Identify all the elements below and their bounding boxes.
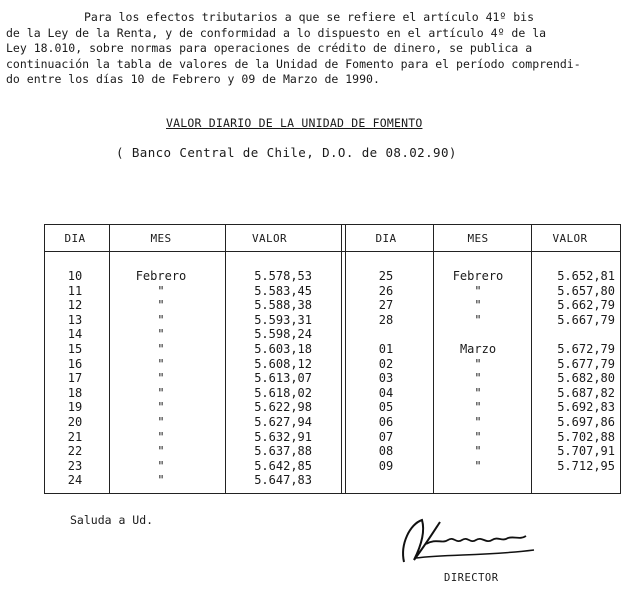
table-cell: " [157, 312, 165, 327]
table-cell [525, 473, 615, 488]
table-cell: 5.583,45 [254, 283, 312, 298]
table-cell: 5.622,98 [254, 400, 312, 415]
table-cell: 5.632,91 [254, 429, 312, 444]
table-cell: 01 [378, 341, 394, 356]
right-mes-column [438, 269, 518, 488]
table-cell: 5.672,79 [557, 341, 615, 356]
header-divider [45, 251, 620, 252]
table-cell: Marzo [459, 341, 497, 356]
table-cell: 5.647,83 [254, 473, 312, 488]
intro-line: Ley 18.010, sobre normas para operaciones de crédito de dinero, se publica a [6, 41, 533, 55]
table-cell: 23 [67, 458, 83, 473]
intro-paragraph [6, 10, 618, 88]
header-dia: DIA [64, 232, 86, 245]
table-cell: 20 [67, 414, 83, 429]
table-cell: Febrero [135, 269, 187, 283]
column-divider [341, 225, 342, 493]
table-cell: 25 [378, 269, 394, 283]
table-cell [438, 473, 518, 488]
table-cell: " [474, 371, 482, 386]
table-cell: 24 [67, 473, 83, 488]
table-cell: " [157, 341, 165, 356]
table-cell [361, 473, 411, 488]
table-cell: 27 [378, 298, 394, 313]
handwritten-signature [396, 514, 536, 572]
table-cell: 10 [67, 269, 83, 283]
table-cell: 5.652,81 [557, 269, 615, 283]
table-cell: " [474, 283, 482, 298]
intro-line: continuación la tabla de valores de la Unidad de Fomento para el período comprendi- [6, 56, 581, 71]
uf-value-table [44, 224, 621, 494]
table-cell: " [157, 429, 165, 444]
table-cell: " [474, 458, 482, 473]
right-dia-column [361, 269, 411, 488]
table-cell: 5.603,18 [254, 341, 312, 356]
table-cell: 04 [378, 385, 394, 400]
right-valor-column [525, 269, 615, 488]
table-cell: 17 [67, 371, 83, 386]
header-mes: MES [150, 232, 172, 245]
table-cell: 5.588,38 [254, 298, 312, 313]
table-cell: 5.697,86 [557, 414, 615, 429]
table-cell: 5.598,24 [254, 327, 312, 342]
table-cell: " [157, 283, 165, 298]
table-cell: 22 [67, 444, 83, 459]
table-cell: " [157, 327, 165, 342]
table-cell: 5.692,83 [557, 400, 615, 415]
table-cell: " [474, 429, 482, 444]
table-cell: 5.677,79 [557, 356, 615, 371]
column-divider [225, 225, 226, 493]
table-cell: " [157, 458, 165, 473]
intro-line: Para los efectos tributarios a que se refiere el artículo 41º bis [84, 10, 535, 24]
table-cell: 5.618,02 [254, 385, 312, 400]
table-cell: 5.593,31 [254, 312, 312, 327]
table-cell: 03 [378, 371, 394, 386]
intro-line: do entre los días 10 de Febrero y 09 de Marzo de 1990. [6, 72, 380, 86]
table-cell: " [157, 385, 165, 400]
table-cell: 11 [67, 283, 83, 298]
table-cell: 5.662,79 [557, 298, 615, 313]
table-cell: " [157, 473, 165, 488]
table-cell: Febrero [452, 269, 504, 283]
header-mes-right: MES [467, 232, 489, 245]
left-mes-column [121, 269, 201, 488]
table-cell: 07 [378, 429, 394, 444]
table-cell: 28 [378, 312, 394, 327]
table-cell: " [474, 414, 482, 429]
table-cell: 5.578,53 [254, 269, 312, 283]
table-cell: 5.712,95 [557, 458, 615, 473]
table-cell: 05 [378, 400, 394, 415]
intro-line: de la Ley de la Renta, y de conformidad a lo dispuesto en el artículo 4º de la [6, 25, 547, 40]
column-divider [433, 225, 434, 493]
table-cell: " [474, 298, 482, 313]
table-cell: " [474, 444, 482, 459]
source-citation: ( Banco Central de Chile, D.O. de 08.02.90) [116, 145, 457, 160]
table-cell: 19 [67, 400, 83, 415]
closing-text: Saluda a Ud. [70, 513, 154, 527]
header-dia-right: DIA [375, 232, 397, 245]
table-cell [525, 327, 615, 342]
table-cell: 5.642,85 [254, 458, 312, 473]
table-cell [361, 327, 411, 342]
table-cell: 02 [378, 356, 394, 371]
table-cell: 5.702,88 [557, 429, 615, 444]
table-cell: " [157, 444, 165, 459]
left-valor-column [227, 269, 312, 488]
table-cell: 16 [67, 356, 83, 371]
table-cell: 14 [67, 327, 83, 342]
table-cell: " [157, 400, 165, 415]
column-divider [345, 225, 346, 493]
table-cell: 5.667,79 [557, 312, 615, 327]
header-valor: VALOR [251, 232, 288, 245]
table-cell: " [157, 356, 165, 371]
column-divider [109, 225, 110, 493]
left-dia-column [51, 269, 99, 488]
table-cell: 15 [67, 341, 83, 356]
table-cell: 5.608,12 [254, 356, 312, 371]
table-cell: 5.657,80 [557, 283, 615, 298]
header-valor-right: VALOR [552, 232, 588, 245]
table-cell: " [157, 414, 165, 429]
table-cell: 12 [67, 298, 83, 313]
table-cell [438, 327, 518, 342]
table-cell: 5.613,07 [254, 371, 312, 386]
table-cell: 5.707,91 [557, 444, 615, 459]
signature-label: DIRECTOR [444, 572, 499, 584]
table-cell: 09 [378, 458, 394, 473]
table-cell: " [474, 385, 482, 400]
table-cell: 06 [378, 414, 394, 429]
document-title: VALOR DIARIO DE LA UNIDAD DE FOMENTO [166, 116, 423, 130]
table-cell: " [157, 371, 165, 386]
table-cell: 5.687,82 [557, 385, 615, 400]
table-cell: 08 [378, 444, 394, 459]
table-cell: 5.682,80 [557, 371, 615, 386]
table-cell: " [474, 312, 482, 327]
table-cell: " [474, 400, 482, 415]
table-cell: 13 [67, 312, 83, 327]
table-cell: " [157, 298, 165, 313]
table-cell: 18 [67, 385, 83, 400]
table-cell: 26 [378, 283, 394, 298]
table-cell: 5.637,88 [254, 444, 312, 459]
table-cell: 21 [67, 429, 83, 444]
table-cell: " [474, 356, 482, 371]
table-cell: 5.627,94 [254, 414, 312, 429]
